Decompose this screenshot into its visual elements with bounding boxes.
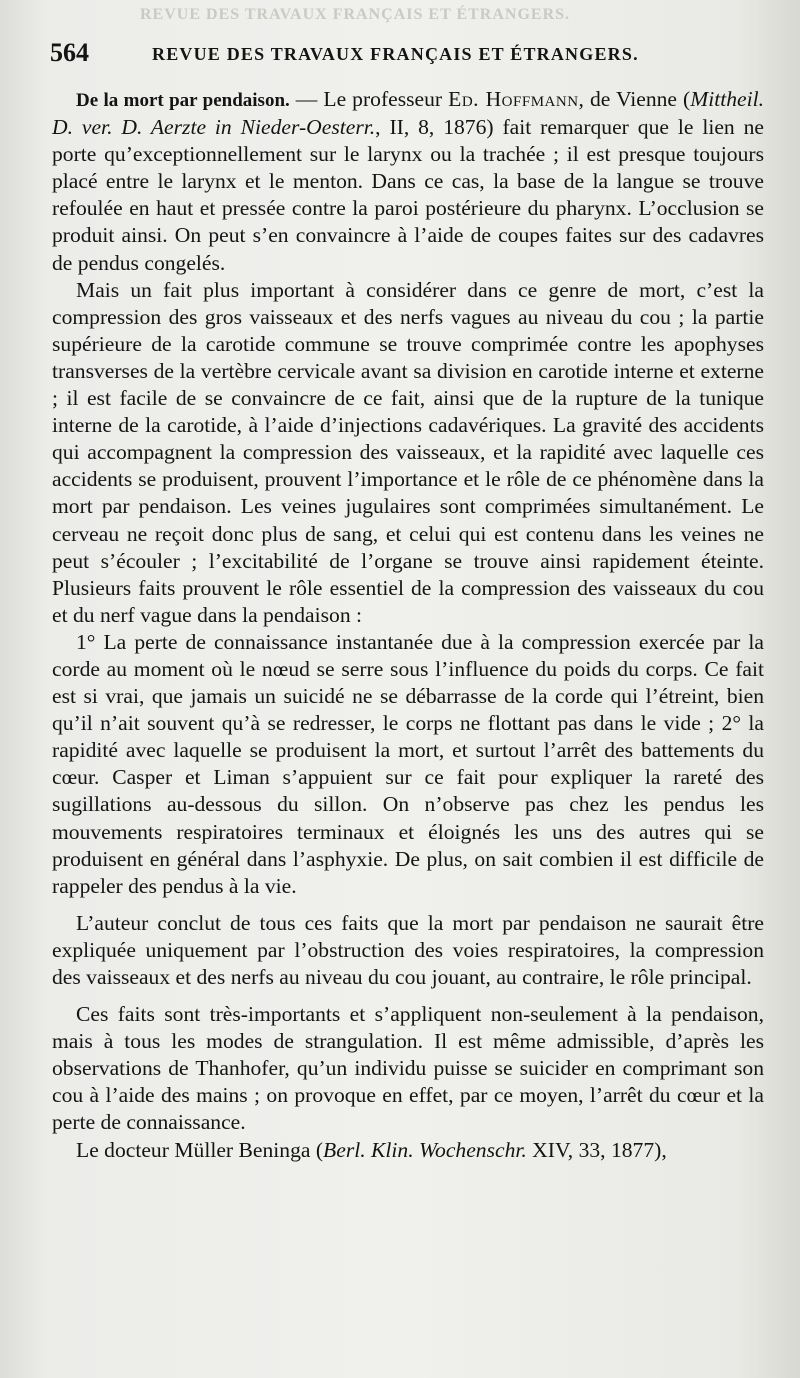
page-number: 564 xyxy=(50,38,89,67)
article-body xyxy=(52,86,764,1164)
intro-text-b: , de Vienne ( xyxy=(578,87,691,111)
paragraph-2: Mais un fait plus important à considérer dans ce genre de mort, c’est la compression des gros vaisseaux et des nerfs vagues au niveau du cou ; la partie supérieure de la carotide commune se trouve comprimée contre les apophyses transverses de la vertèbre cervicale avant sa division en carotide interne et externe ; il est facile de se convaincre de ce fait, ainsi que de la rupture de la tunique interne de la carotide, à l’aide d’injections cadavériques. La gravité des accidents qui accompagnent la compression des vaisseaux, et la rapidité avec laquelle ces accidents se produisent, prouvent l’importance et le rôle de ce phénomène dans la mort par pendaison. Les veines jugulaires sont comprimées simultanément. Le cerveau ne reçoit donc plus de sang, et celui qui est contenu dans les veines ne peut s’écouler ; l’excitabilité de l’organe se trouve ainsi rapidement éteinte. Plusieurs faits prouvent le rôle essentiel de la compression des vaisseaux du cou et du nerf vague dans la pendaison : xyxy=(52,277,764,627)
bleed-through-text: REVUE DES TRAVAUX FRANÇAIS ET ÉTRANGERS. xyxy=(140,6,571,23)
p6-journal: Berl. Klin. Wochenschr. xyxy=(323,1137,527,1162)
intro-citation-text: , II, 8, 1876) fait remarquer que le lien ne porte qu’exceptionnellement sur le larynx ou la trachée ; il est presque toujours placé entre le larynx et le menton. Dans ce cas, la base de la langue se trouve refoulée en haut et pressée contre la paroi postérieure du pharynx. L’occlusion se produit ainsi. On peut s’en convaincre à l’aide de coupes faites sur des cadavres de pendus congelés. xyxy=(52,115,764,275)
paragraph-intro xyxy=(52,86,764,277)
author-name: Ed. Hoffmann xyxy=(448,87,579,111)
page-header xyxy=(50,38,762,72)
paragraph-6 xyxy=(52,1137,764,1164)
journal-reference: Mittheil. D. ver. D. Aerzte in Nieder-Oesterr. xyxy=(52,87,764,140)
p6-text-a: Le docteur Müller Beninga ( xyxy=(76,1137,324,1162)
paragraph-5: Ces faits sont très-importants et s’appliquent non-seulement à la pendaison, mais à tous les modes de strangulation. Il est même admissible, d’après les observations de Thanhofer, qu’un individu puisse se suicider en comprimant son cou à l’aide des mains ; on provoque en effet, par ce moyen, l’arrêt du cœur et la perte de connaissance. xyxy=(52,1002,764,1135)
paragraph-3: 1° La perte de connaissance instantanée due à la compression exercée par la corde au moment où le nœud se serre sous l’influence du poids du corps. Ce fait est si vrai, que jamais un suicidé ne se débarrasse de la corde qui l’étreint, bien qu’il n’ait souvent qu’à se redresser, le corps ne flottant pas dans le vide ; 2° la rapidité avec laquelle se produisent la mort, et surtout l’arrêt des battements du cœur. Casper et Liman s’appuient sur ce fait pour expliquer la rareté des sugillations au-dessous du sillon. On n’observe pas chez les pendus les mouvements respiratoires terminaux et éloignés les uns des autres qui se produisent en général dans l’asphyxie. De plus, on sait combien il est difficile de rappeler des pendus à la vie. xyxy=(52,629,764,898)
article-heading: De la mort par pendaison. xyxy=(76,90,290,111)
paragraph-4: L’auteur conclut de tous ces faits que la mort par pendaison ne saurait être expliquée uniquement par l’obstruction des voies respiratoires, la compression des vaisseaux et des nerfs au niveau du cou jouant, au contraire, le rôle principal. xyxy=(52,910,764,989)
intro-text-a: — Le professeur xyxy=(289,87,449,111)
running-title: REVUE DES TRAVAUX FRANÇAIS ET ÉTRANGERS. xyxy=(152,44,639,64)
p6-text-b: XIV, 33, 1877), xyxy=(526,1137,667,1162)
